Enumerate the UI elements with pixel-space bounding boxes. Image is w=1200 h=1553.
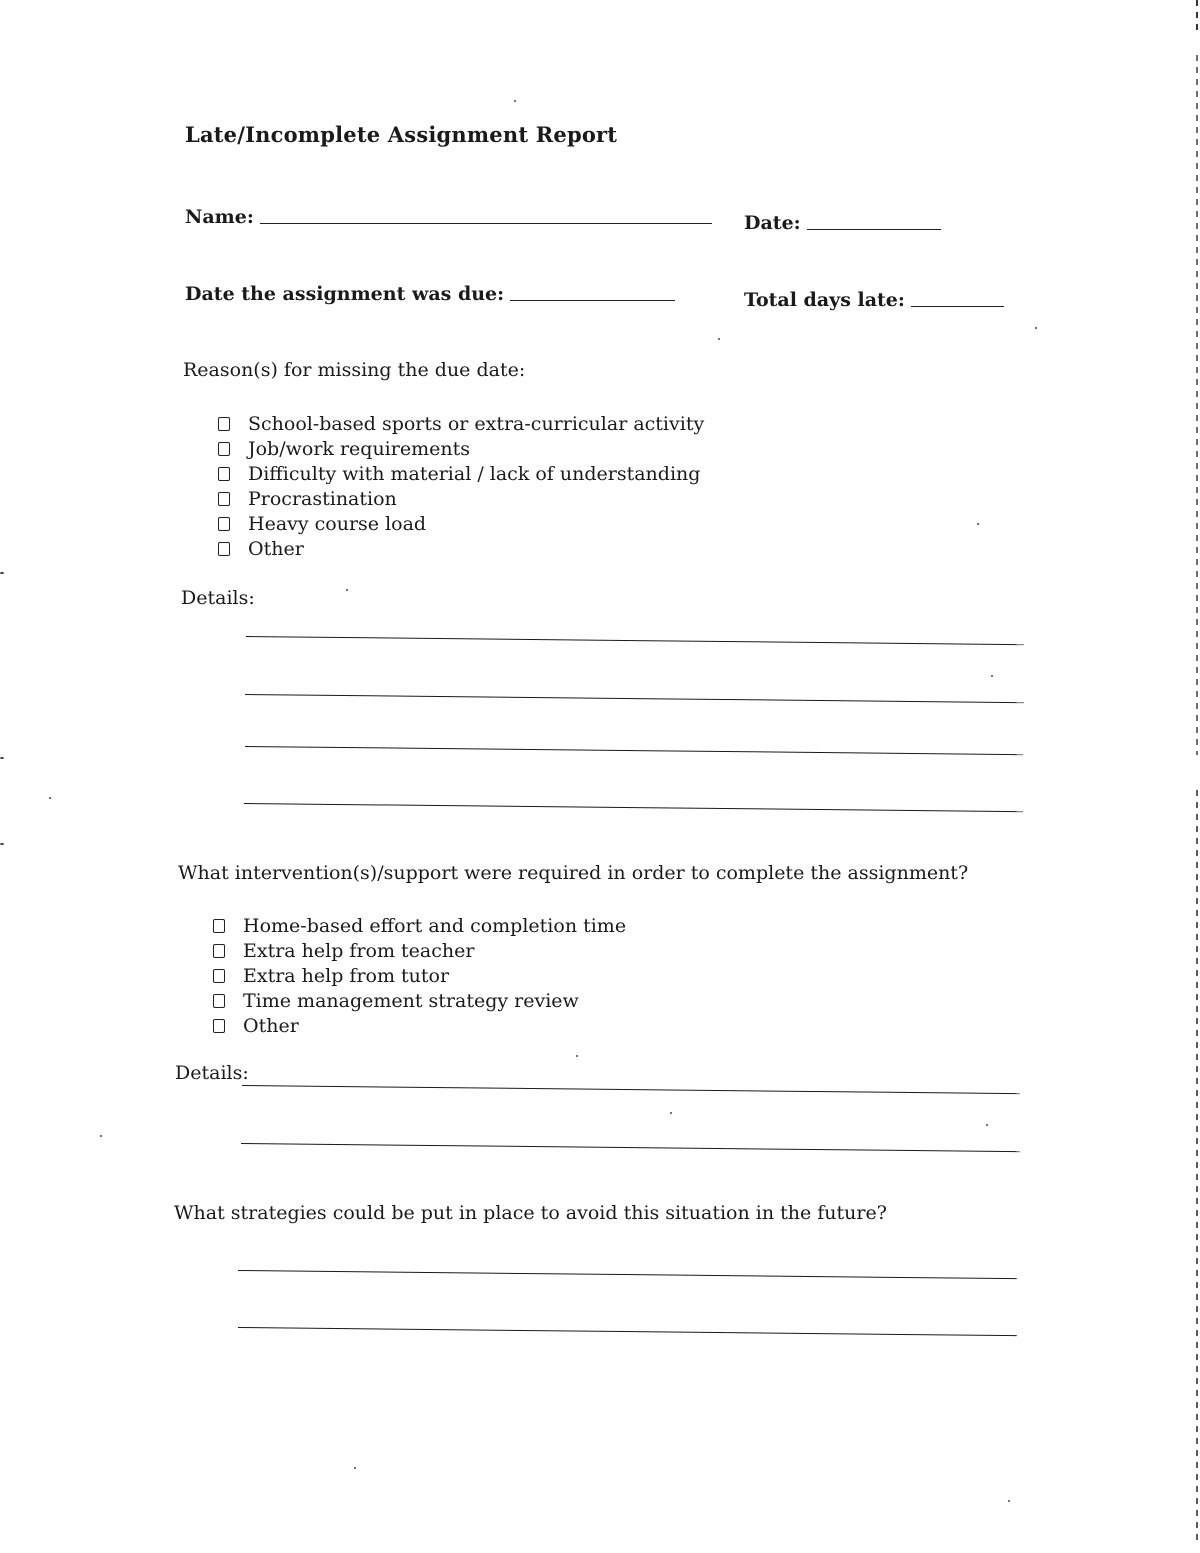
intervention-option-label: Other (243, 1014, 299, 1037)
checkbox[interactable] (218, 542, 230, 556)
intervention-option-label: Extra help from tutor (243, 964, 450, 987)
strategies-line[interactable] (238, 1270, 1017, 1279)
scan-speck (0, 572, 4, 574)
interventions-details-line[interactable] (241, 1143, 1020, 1152)
reason-option-label: Other (248, 537, 304, 560)
scan-edge (1196, 790, 1198, 1540)
checkbox[interactable] (213, 919, 225, 933)
reason-option[interactable] (218, 486, 704, 511)
interventions-checklist (213, 913, 626, 1038)
scan-speck (0, 843, 4, 845)
scan-speck (991, 675, 993, 677)
scan-speck (670, 1112, 672, 1114)
intervention-option-label: Time management strategy review (243, 989, 579, 1012)
checkbox[interactable] (218, 442, 230, 456)
date-label: Date: (744, 212, 801, 234)
intervention-option[interactable] (213, 913, 626, 938)
checkbox[interactable] (218, 492, 230, 506)
scan-speck (0, 757, 4, 759)
reasons-question: Reason(s) for missing the due date: (183, 359, 526, 381)
days-late-blank[interactable] (911, 305, 1004, 307)
reason-option-label: Job/work requirements (248, 437, 470, 460)
checkbox[interactable] (218, 417, 230, 431)
scan-speck (354, 1467, 356, 1469)
intervention-option[interactable] (213, 938, 626, 963)
scan-edge (1196, 55, 1198, 755)
reason-option[interactable] (218, 436, 704, 461)
name-blank[interactable] (260, 222, 712, 224)
reasons-details-line[interactable] (245, 746, 1023, 755)
interventions-question: What intervention(s)/support were required in order to complete the assignment? (178, 862, 969, 884)
intervention-option[interactable] (213, 1013, 626, 1038)
scan-speck (576, 1055, 578, 1057)
intervention-option-label: Extra help from teacher (243, 939, 475, 962)
reason-option-label: Difficulty with material / lack of understanding (248, 462, 701, 485)
scan-speck (718, 338, 720, 340)
scan-speck (977, 523, 979, 525)
interventions-details-label: Details: (175, 1062, 249, 1084)
strategies-line[interactable] (238, 1327, 1017, 1336)
scan-speck (1008, 1500, 1010, 1502)
strategies-question: What strategies could be put in place to avoid this situation in the future? (174, 1202, 887, 1224)
scan-speck (100, 1135, 102, 1137)
reason-option-label: Procrastination (248, 487, 397, 510)
reason-option[interactable] (218, 536, 704, 561)
reason-option[interactable] (218, 511, 704, 536)
checkbox[interactable] (213, 1019, 225, 1033)
intervention-option[interactable] (213, 963, 626, 988)
reasons-details-line[interactable] (244, 803, 1023, 812)
scan-edge (1196, 0, 1198, 30)
scan-speck (514, 100, 516, 102)
reason-option-label: School-based sports or extra-curricular activity (248, 412, 705, 435)
reason-option[interactable] (218, 461, 704, 486)
reasons-checklist (218, 411, 704, 561)
checkbox[interactable] (213, 994, 225, 1008)
reasons-details-line[interactable] (246, 636, 1024, 645)
checkbox[interactable] (213, 944, 225, 958)
reasons-details-label: Details: (181, 587, 255, 609)
scan-speck (1035, 327, 1037, 329)
name-field[interactable] (185, 206, 712, 228)
date-blank[interactable] (807, 228, 941, 230)
intervention-option-label: Home-based effort and completion time (243, 914, 627, 937)
days-late-label: Total days late: (744, 289, 905, 311)
reason-option-label: Heavy course load (248, 512, 427, 535)
scan-speck (49, 797, 51, 799)
due-date-blank[interactable] (510, 299, 675, 301)
interventions-details-line[interactable] (242, 1085, 1020, 1094)
reason-option[interactable] (218, 411, 704, 436)
page-title: Late/Incomplete Assignment Report (185, 122, 618, 147)
reasons-details-line[interactable] (245, 694, 1024, 703)
date-field[interactable] (744, 212, 941, 234)
due-date-field[interactable] (185, 283, 675, 305)
intervention-option[interactable] (213, 988, 626, 1013)
scan-speck (986, 1124, 988, 1126)
checkbox[interactable] (218, 467, 230, 481)
days-late-field[interactable] (744, 289, 1004, 311)
checkbox[interactable] (213, 969, 225, 983)
name-label: Name: (185, 206, 254, 228)
checkbox[interactable] (218, 517, 230, 531)
scan-speck (346, 589, 348, 591)
due-date-label: Date the assignment was due: (185, 283, 505, 305)
